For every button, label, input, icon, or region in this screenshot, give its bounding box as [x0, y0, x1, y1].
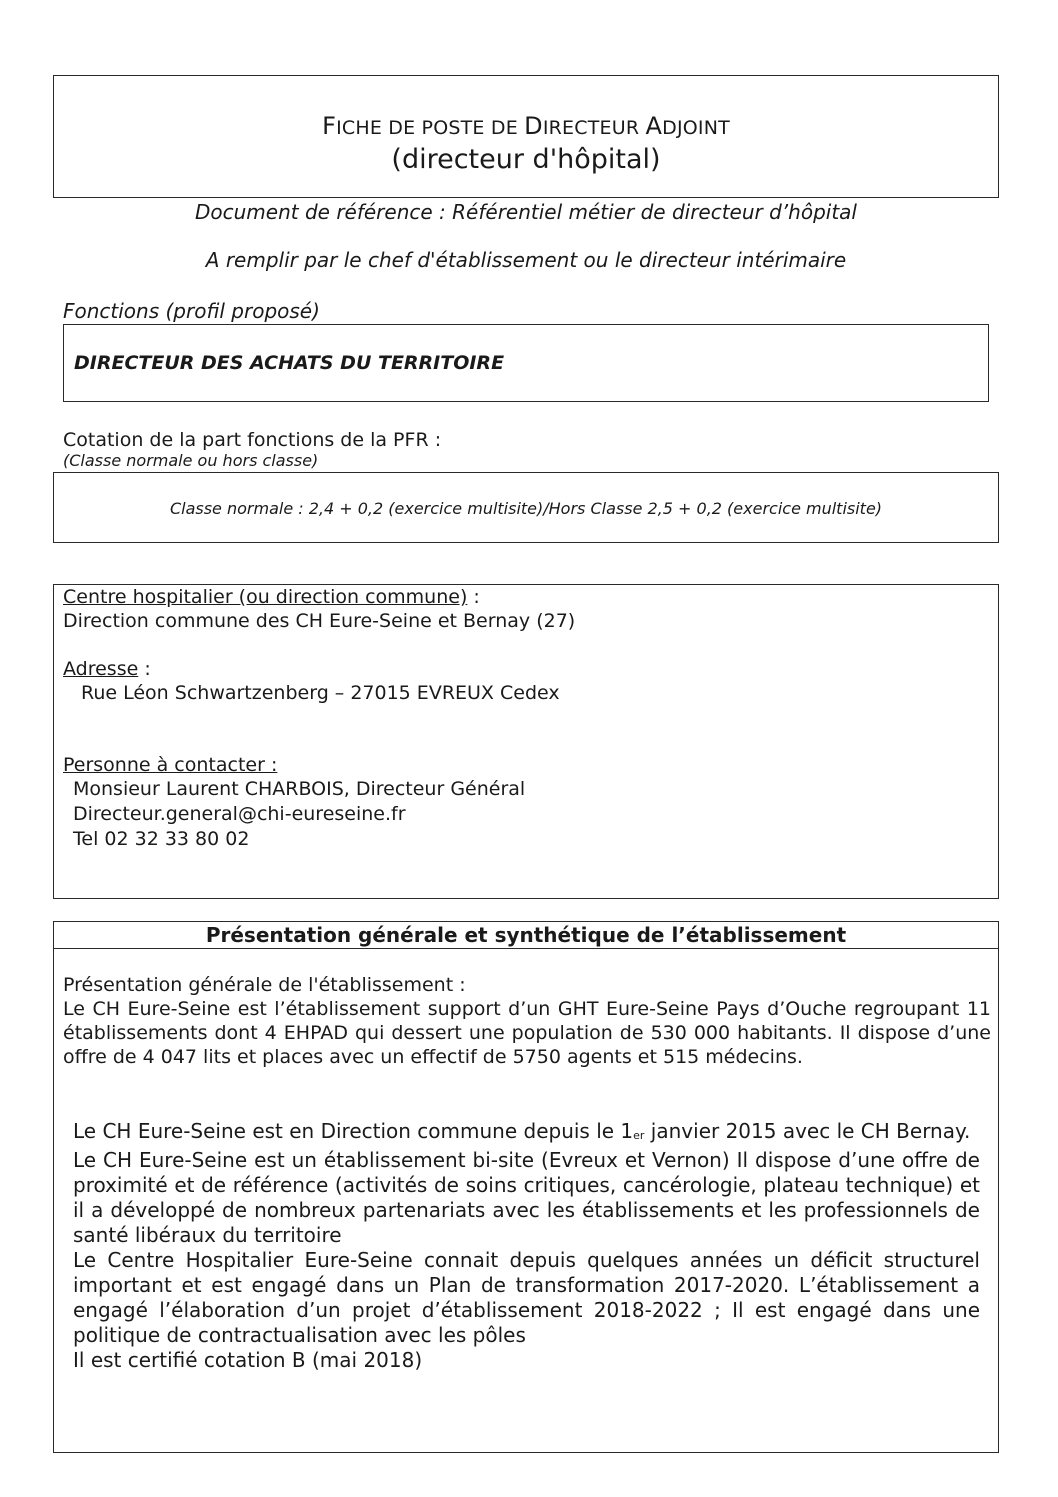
reference-document: Document de référence : Référentiel métier de directeur d’hôpital — [194, 200, 857, 224]
document-subtitle: (directeur d'hôpital) — [391, 144, 661, 175]
address-label: Adresse — [63, 658, 139, 680]
title-word: DJOINT — [662, 117, 730, 139]
transformation-paragraph: Le Centre Hospitalier Eure-Seine connait depuis quelques années un déficit structurel important et est engagé dans un Plan de transformation 2017-2020. L’établissement a engagé l’élaboration d’un projet d’établissement 2018-2022 ; Il est engagé dans une politique de contractualisation avec les pôles — [73, 1248, 980, 1347]
fonctions-label: Fonctions (profil proposé) — [63, 299, 320, 323]
direction-commune-paragraph — [73, 1119, 980, 1148]
presentation-intro-label: Présentation générale de l'établissement : — [63, 974, 466, 996]
title-word: ICHE DE POSTE DE — [336, 117, 525, 139]
fonctions-box — [63, 324, 989, 402]
title-initial: D — [524, 112, 543, 140]
cotation-box — [53, 472, 999, 543]
title-initial: F — [322, 112, 337, 140]
presentation-details — [73, 1119, 980, 1373]
certification-paragraph: Il est certifié cotation B (mai 2018) — [73, 1348, 423, 1372]
cotation-label: Cotation de la part fonctions de la PFR : — [63, 429, 442, 451]
title-word: IRECTEUR — [542, 117, 646, 139]
ordinal-suffix: er — [633, 1129, 645, 1142]
presentation-box — [53, 921, 999, 1453]
document-title — [54, 112, 998, 140]
direction-commune-text-end: janvier 2015 avec le CH Bernay. — [644, 1119, 971, 1143]
direction-commune-text: Le CH Eure-Seine est en Direction commune depuis le 1 — [73, 1119, 634, 1143]
cotation-sublabel: (Classe normale ou hors classe) — [63, 451, 319, 470]
contact-email: Directeur.general@chi-eureseine.fr — [73, 803, 406, 825]
contact-phone: Tel 02 32 33 80 02 — [73, 828, 250, 850]
contact-name: Monsieur Laurent CHARBOIS, Directeur Général — [73, 778, 526, 800]
title-box — [53, 75, 999, 198]
presentation-heading: Présentation générale et synthétique de l’établissement — [205, 923, 847, 947]
fonctions-value: DIRECTEUR DES ACHATS DU TERRITOIRE — [74, 352, 505, 374]
contact-label: Personne à contacter : — [63, 754, 278, 776]
heading-divider — [54, 948, 998, 949]
presentation-intro-text: Le CH Eure-Seine est l’établissement support d’un GHT Eure-Seine Pays d’Ouche regroupant 11 établissements dont 4 EHPAD qui dessert une population de 530 000 habitants. Il dispose d’une offre de 4 047 lits et places avec un effectif de 5750 agents et 515 médecins. — [63, 998, 991, 1068]
centre-label: Centre hospitalier (ou direction commune) — [63, 586, 468, 608]
cotation-value: Classe normale : 2,4 + 0,2 (exercice multisite)/Hors Classe 2,5 + 0,2 (exercice multisite) — [169, 499, 883, 518]
centre-label-suffix: : — [467, 586, 480, 608]
centre-value: Direction commune des CH Eure-Seine et Bernay (27) — [63, 610, 576, 632]
fill-instruction: A remplir par le chef d'établissement ou le directeur intérimaire — [205, 248, 847, 272]
bi-site-paragraph: Le CH Eure-Seine est un établissement bi-site (Evreux et Vernon) Il dispose d’une offre de proximité et de référence (activités de soins critiques, cancérologie, plateau technique) et il a développé de nombreux partenariats avec les établissements et les professionnels de santé libéraux du territoire — [73, 1148, 980, 1247]
address-label-line — [63, 657, 151, 681]
address-label-suffix: : — [138, 658, 151, 680]
centre-label-line — [63, 585, 480, 609]
address-value: Rue Léon Schwartzenberg – 27015 EVREUX Cedex — [81, 682, 560, 704]
centre-box — [53, 584, 999, 899]
title-initial: A — [645, 112, 663, 140]
